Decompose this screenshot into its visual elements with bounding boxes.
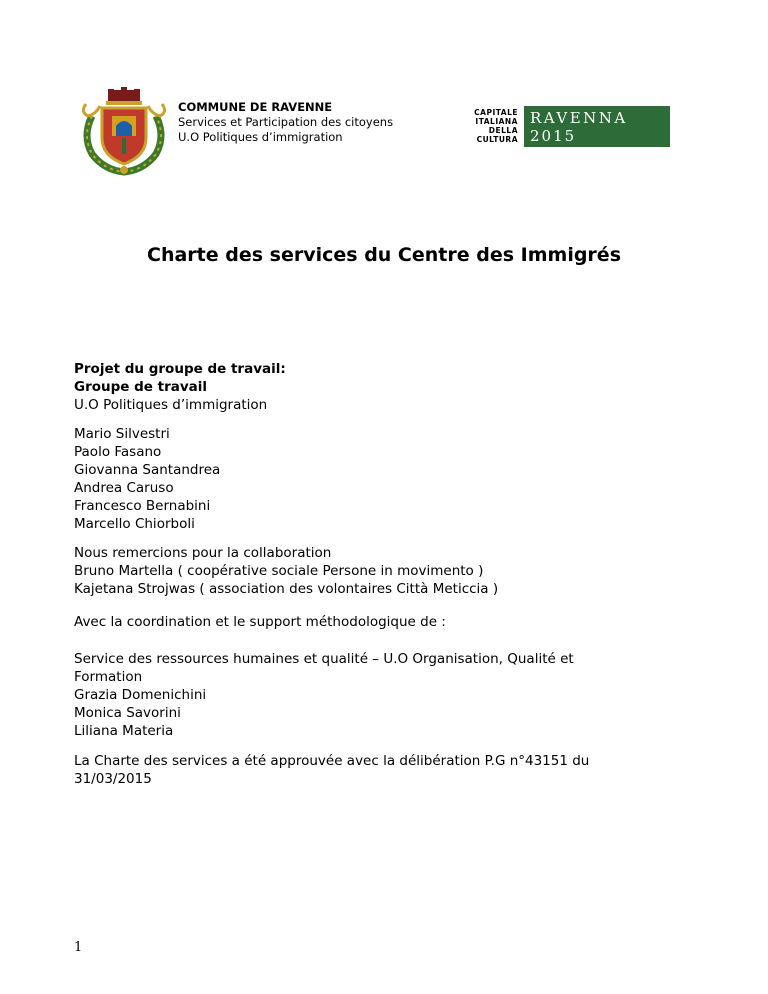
approval-line: La Charte des services a été approuvée avec la délibération P.G n°43151 du <box>74 753 590 769</box>
ravenna-2015-logo <box>524 106 670 147</box>
list-item: Francesco Bernabini <box>74 498 211 514</box>
commune-header-text <box>178 100 393 145</box>
ravenna-word: RAVENNA <box>530 109 628 127</box>
capitale-line: DELLA <box>488 126 518 135</box>
project-section <box>74 360 694 414</box>
list-item: Andrea Caruso <box>74 480 174 496</box>
approval-section <box>74 752 694 788</box>
page-title: Charte des services du Centre des Immigrés <box>147 244 621 266</box>
list-item: Paolo Fasano <box>74 444 162 460</box>
list-item: Monica Savorini <box>74 705 181 721</box>
page-number: 1 <box>74 940 83 955</box>
service-line: Formation <box>74 669 143 685</box>
capitale-line: CAPITALE <box>474 108 518 117</box>
project-heading: Projet du groupe de travail: <box>74 361 286 377</box>
project-unit: U.O Politiques d’immigration <box>74 397 268 413</box>
thanks-section <box>74 544 694 598</box>
approval-date: 31/03/2015 <box>74 771 152 787</box>
capitale-line: ITALIANA <box>475 117 518 126</box>
ravenna-year: 2015 <box>530 127 577 145</box>
service-line: Service des ressources humaines et qualité – U.O Organisation, Qualité et <box>74 651 574 667</box>
capitale-line: CULTURA <box>476 135 518 144</box>
list-item: Grazia Domenichini <box>74 687 207 703</box>
coat-of-arms-logo <box>78 86 170 176</box>
list-item: Liliana Materia <box>74 723 174 739</box>
list-item: Bruno Martella ( coopérative sociale Persone in movimento ) <box>74 563 484 579</box>
members-list <box>74 425 694 533</box>
commune-unit: U.O Politiques d’immigration <box>178 130 343 144</box>
list-item: Giovanna Santandrea <box>74 462 221 478</box>
workgroup-heading: Groupe de travail <box>74 379 208 395</box>
service-section <box>74 650 694 740</box>
coordination-line: Avec la coordination et le support méthodologique de : <box>74 614 446 630</box>
list-item: Kajetana Strojwas ( association des volontaires Città Meticcia ) <box>74 581 499 597</box>
thanks-intro: Nous remercions pour la collaboration <box>74 545 332 561</box>
commune-department: Services et Participation des citoyens <box>178 115 394 129</box>
list-item: Marcello Chiorboli <box>74 516 195 532</box>
commune-name: COMMUNE DE RAVENNE <box>178 100 333 114</box>
list-item: Mario Silvestri <box>74 426 170 442</box>
capitale-cultura-label <box>468 108 518 144</box>
